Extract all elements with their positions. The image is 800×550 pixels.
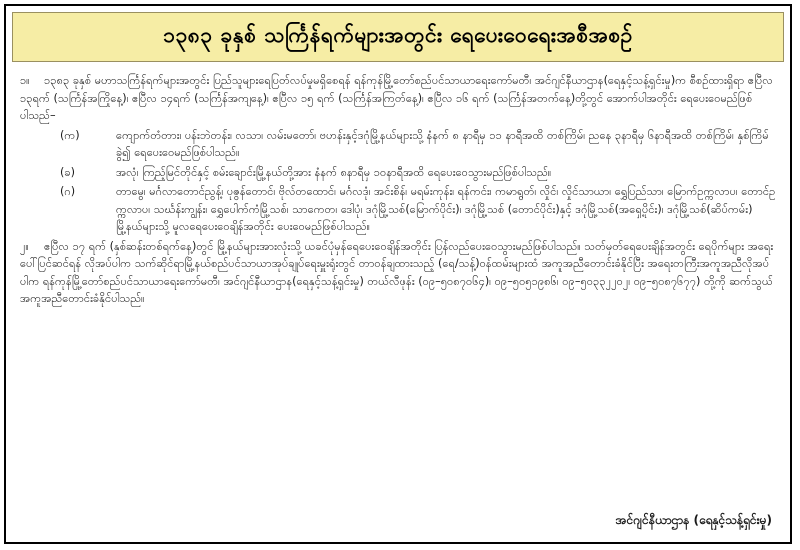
list-item-ga-label: (ဂ) xyxy=(60,185,76,198)
paragraph-2-text: ဧပြီလ ၁၇ ရက် (နှစ်ဆန်းတစ်ရက်နေ့)တွင် မြို့နယ်များအားလုံးသို့ ယခင်ပုံမှန်ရေပေးဝေချိန်အတိုင်း ပြန်လည်ပေးဝေသွားမည်ဖြစ်ပါသည်။ သတ်မှတ်ရေပေးချိန်အတွင်း ရေပိုက်များ အရေးပေါ်ပြင်ဆင်ရန် လိုအပ်ပါက သက်ဆိုင်ရာမြို့နယ်စည်ပင်သာယာအုပ်ချုပ်ရေးမှူးရုံးတွင် တာဝန်ချထားသည့် (ရေ/သန့်)ဝန်ထမ်းများထံ အကူအညီတောင်းခံနိုင်ပြီး အရေးတကြီးအကူအညီလိုအပ်ပါက ရန်ကုန်မြို့တော်စည်ပင်သာယာရေးကော်မတီ၊ အင်ဂျင်နီယာဌာန(ရေနှင့်သန့်ရှင်းမှု) တယ်လီဖုန်း (၀၉–၅၀၈၇၀၆၄)၊ ၀၉–၅၀၅၁၉၈၆၊ ၀၉–၅၀၃၃၂၂၀၂၊ ၀၉–၅၀၈၇၆၇၇) တို့ကို ဆက်သွယ်အကူအညီတောင်းခံနိုင်ပါသည်။ xyxy=(20,239,774,305)
paragraph-1 xyxy=(20,72,776,125)
paragraph-1-number: ၁။ xyxy=(20,74,30,87)
notice-title-bar xyxy=(12,12,784,62)
paragraph-2 xyxy=(20,238,776,308)
paragraph-1-text: ၁၃၈၃ ခုနှစ် မဟာသင်္ကြန်ရက်များအတွင်း ပြည်သူများရေပြတ်လပ်မှုမရှိစေရန် ရန်ကုန်မြို့တော်စည်ပင်သာယာရေးကော်မတီ၊ အင်ဂျင်နီယာဌာန(ရေနှင့်သန့်ရှင်းမှု)က စီစဉ်ထားရှိရာ ဧပြီလ ၁၃ရက် (သင်္ကြန်အကြိုနေ့)၊ ဧပြီလ ၁၄ရက် (သင်္ကြန်အကျနေ့)၊ ဧပြီလ ၁၅ ရက် (သင်္ကြန်အကြတ်နေ့)၊ ဧပြီလ ၁၆ ရက် (သင်္ကြန်အတက်နေ့)တို့တွင် အောက်ပါအတိုင်း ရေပေးဝေမည်ဖြစ်ပါသည်– xyxy=(20,74,773,122)
list-item-kha-text: အလုံ၊ ကြည့်မြင်တိုင်နှင့် စမ်းချောင်းမြို့နယ်တို့အား နံနက် ၈နာရီမှ ၁၀နာရီအထိ ရေပေးဝေသွားမည်ဖြစ်ပါသည်။ xyxy=(116,165,552,179)
list-item-kha-label: (ခ) xyxy=(60,165,76,179)
list-item-ga-text: တာမွေ၊ မင်္ဂလာတောင်ညွန့်၊ ပုဇွန်တောင်၊ ဗိုလ်တထောင်၊ မင်္ဂလဒုံ၊ အင်းစိန်၊ မရမ်းကုန်း၊ ရန်ကင်း၊ ကမာရွတ်၊ လှိုင်၊ လှိုင်သာယာ၊ ရွှေပြည်သာ၊ မြောက်ဥက္ကလာပ၊ တောင်ဥက္ကလာပ၊ သင်္ဃန်းကျွန်း၊ ရွှေပေါက်ကံမြို့သစ်၊ သာကေတ၊ ဒေါပုံ၊ ဒဂုံမြို့သစ်(မြောက်ပိုင်း)၊ ဒဂုံမြို့သစ် (တောင်ပိုင်း)နှင့် ဒဂုံမြို့သစ်(အရှေ့ပိုင်း)၊ ဒဂုံမြို့သစ်(ဆိပ်ကမ်း) မြို့နယ်များသို့ မူလရေပေးဝေချိန်အတိုင်း ပေးဝေမည်ဖြစ်ပါသည်။ xyxy=(116,185,776,233)
list-item-kha xyxy=(20,164,776,182)
list-item-ga xyxy=(20,183,776,236)
signature: အင်ဂျင်နီယာဌာန (ရေနှင့်သန့်ရှင်းမှု) xyxy=(615,513,772,527)
notice-frame xyxy=(4,4,792,544)
paragraph-2-number: ၂။ xyxy=(20,239,29,253)
notice-body xyxy=(20,72,776,308)
list-item-ka xyxy=(20,127,776,162)
list-item-ka-text: ကျောက်တံတား၊ ပန်းဘဲတန်း၊ လသာ၊ လမ်းမတော်၊ ဗဟန်းနှင့်ဒဂုံမြို့နယ်များသို့ နံနက် ၈ နာရီမှ ၁၁ နာရီအထိ တစ်ကြိမ်၊ ညနေ ၃နာရီမှ ၆နာရီအထိ တစ်ကြိမ်၊ နှစ်ကြိမ်ခွဲ၍ ရေပေးဝေမည်ဖြစ်ပါသည်။ xyxy=(116,128,769,159)
notice-title: ၁၃၈၃ ခုနှစ် သင်္ကြန်ရက်များအတွင်း ရေပေးဝေရေးအစီအစဉ် xyxy=(163,22,633,47)
list-item-ka-label: (က) xyxy=(60,128,80,142)
